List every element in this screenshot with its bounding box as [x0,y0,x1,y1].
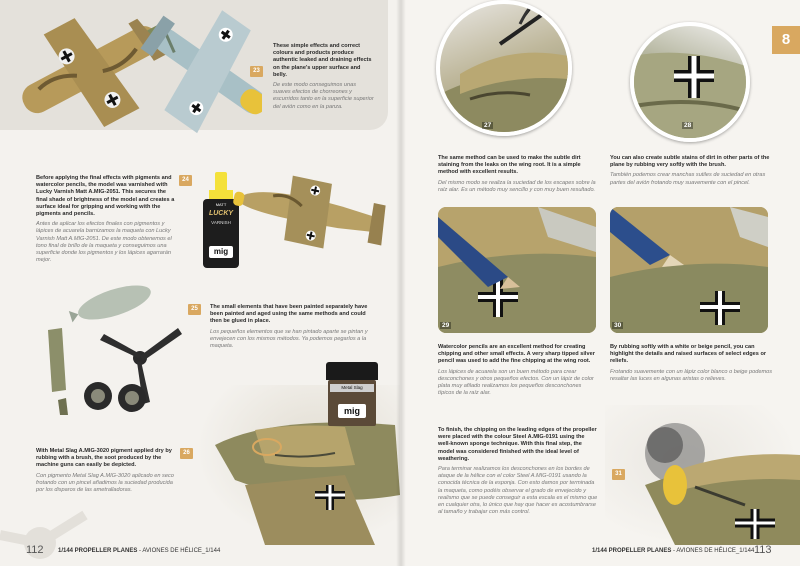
jar-logo-mig: mig [338,404,366,418]
footer-title-left-rest: - AVIONES DE HÉLICE_1/144 [137,548,221,554]
caption-30 [610,344,775,383]
propeller-watermark [0,505,90,566]
footer-title-left [58,548,220,554]
right-page [400,0,800,566]
step-badge-31: 31 [612,469,625,480]
step-badge-30: 30 [614,322,622,329]
caption-30-en: By rubbing softly with a white or beige pencil, you can highlight the details and raised surfaces of select edges or reliefs. [610,344,767,365]
caption-31-es: Para terminar realizamos los desconchones en los bordes de ataque de la hélice con el color Steel A.MIG-0191 usando la conocida técnica de la esponja. Con esto damos por terminada la maqueta, como podéis observar el grado de envejecido y realismo que se puede conseguir a esta escala es el mismo que en cualquier otra, lo único que hay que hacer es acostumbrarse al tamaño y trabajar con más control. [438,466,598,516]
caption-25-en: The small elements that have been painted separately have been painted and aged using the same methods and could then be glued in place. [210,304,368,325]
caption-24-es: Antes de aplicar los efectos finales con pigmentos y lápices de acuarela barnizamos la maqueta con Lucky Varnish Matt A.MIG-2051. De este modo obtenemos el tono final de brillo de la maqueta y conseguimos una superficie donde los pigmentos y los lápices agarrarán mejor. [36,221,172,264]
caption-29 [438,344,598,397]
photo-30 [610,207,768,333]
step-badge-26: 26 [180,448,193,459]
footer-title-right-rest: - AVIONES DE HÉLICE_1/144 [671,548,755,554]
chapter-number: 8 [772,26,800,54]
caption-23-en: These simple effects and correct colours and products produce authentic leaked and draining effects on the plane's upper surface and belly. [273,43,372,78]
bottle-name-lucky: LUCKY [208,210,234,217]
book-gutter [396,0,406,566]
caption-27-en: The same method can be used to make the subtle dirt staining from the leaks on the wing root. It is a simple method with excellent results. [438,155,581,176]
planes-photo-23 [0,8,262,144]
step-badge-27: 27 [484,122,492,129]
circle-photo-27 [436,0,572,136]
bottle-sub-varnish: VARNISH [211,220,231,225]
bottle-brand-matt: MATT [215,202,227,207]
caption-31 [438,427,598,516]
caption-28-es: También podemos crear manchas sutiles de suciedad en otras partes del avión frotando muy suavemente con el pincel. [610,172,766,186]
step-badge-23: 23 [250,66,263,77]
plane-side-photo-24 [230,160,395,270]
wheel-right [118,384,146,412]
page-number-right: 113 [754,544,772,556]
caption-31-en: To finish, the chipping on the leading edges of the propeller were placed with the colour Steel A.MIG-0191 using the well-known sponge technique. With this final step, the model was considered finished with the ideal level of weathering. [438,427,597,462]
caption-24-en: Before applying the final effects with pigments and watercolor pencils, the model was varnished with Lucky Varnish Matt A.MIG-2051. This secures the final shade of brightness of the model and creates a surface ideal for gripping and working with the pigments and pencils. [36,175,175,218]
metal-slag-pigment-jar [326,362,378,426]
caption-23-es: De este modo conseguimos unas suaves efectos de chorreones y escurridos tanto en la superficie superior del avión como en la panza. [273,82,374,110]
caption-24 [36,175,176,264]
caption-27-es: Del mismo modo se realiza la suciedad de los escapes sobre la raíz alar. Es un método muy sencillo y con muy buen resultado. [438,179,596,193]
step-badge-24: 24 [179,175,192,186]
small-parts-photo-25 [40,280,190,415]
step-badge-28: 28 [684,122,692,129]
caption-27 [438,155,598,194]
footer-title-right [592,548,754,554]
caption-23 [273,43,375,111]
wheel-left [84,382,112,410]
caption-28 [610,155,775,187]
footer-title-left-bold: 1/144 PROPELLER PLANES [58,548,138,554]
jar-label-metal-slag: Metal Slag [330,384,374,392]
page-number-left: 112 [26,544,44,556]
caption-28-en: You can also create subtle stains of dirt in other parts of the plane by rubbing very softly with the brush. [610,155,770,169]
photo-29 [438,207,596,333]
caption-30-es: Frotando suavemente con un lápiz color blanco o beige podemos resaltar las luces en algunas aristas o relieves. [610,368,773,382]
caption-26-en: With Metal Slag A.MIG-3020 pigment applied dry by rubbing with a brush, the soot produced by the machine guns can easily be depicted. [36,448,172,469]
bottle-logo-mig: mig [209,246,233,258]
step-badge-25: 25 [188,304,201,315]
caption-25 [210,304,372,350]
caption-29-es: Los lápices de acuarela son un buen método para crear desconchones y otros pequeños efectos. Con un lápiz de color plata muy afilado realizamos los pequeños desconchones típicos de la raíz alar. [438,368,594,397]
caption-26 [36,448,178,494]
caption-26-es: Con pigmento Metal Slag A.MIG-3020 aplicado en seco frotando con un pincel añadimos la suciedad producida por los disparos de las ametralladoras. [36,472,174,494]
footer-title-right-bold: 1/144 PROPELLER PLANES [592,548,672,554]
caption-29-en: Watercolor pencils are an excellent method for creating chipping and other small effects. A very sharp tipped silver pencil was used to add the fine chipping at the wing root. [438,344,595,365]
photo-31 [605,405,800,545]
step-badge-29: 29 [442,322,450,329]
caption-25-es: Los pequeños elementos que se han pintado aparte se pintan y envejecen con los mismos métodos. Ya podemos pegarlos a la maqueta. [210,328,368,350]
